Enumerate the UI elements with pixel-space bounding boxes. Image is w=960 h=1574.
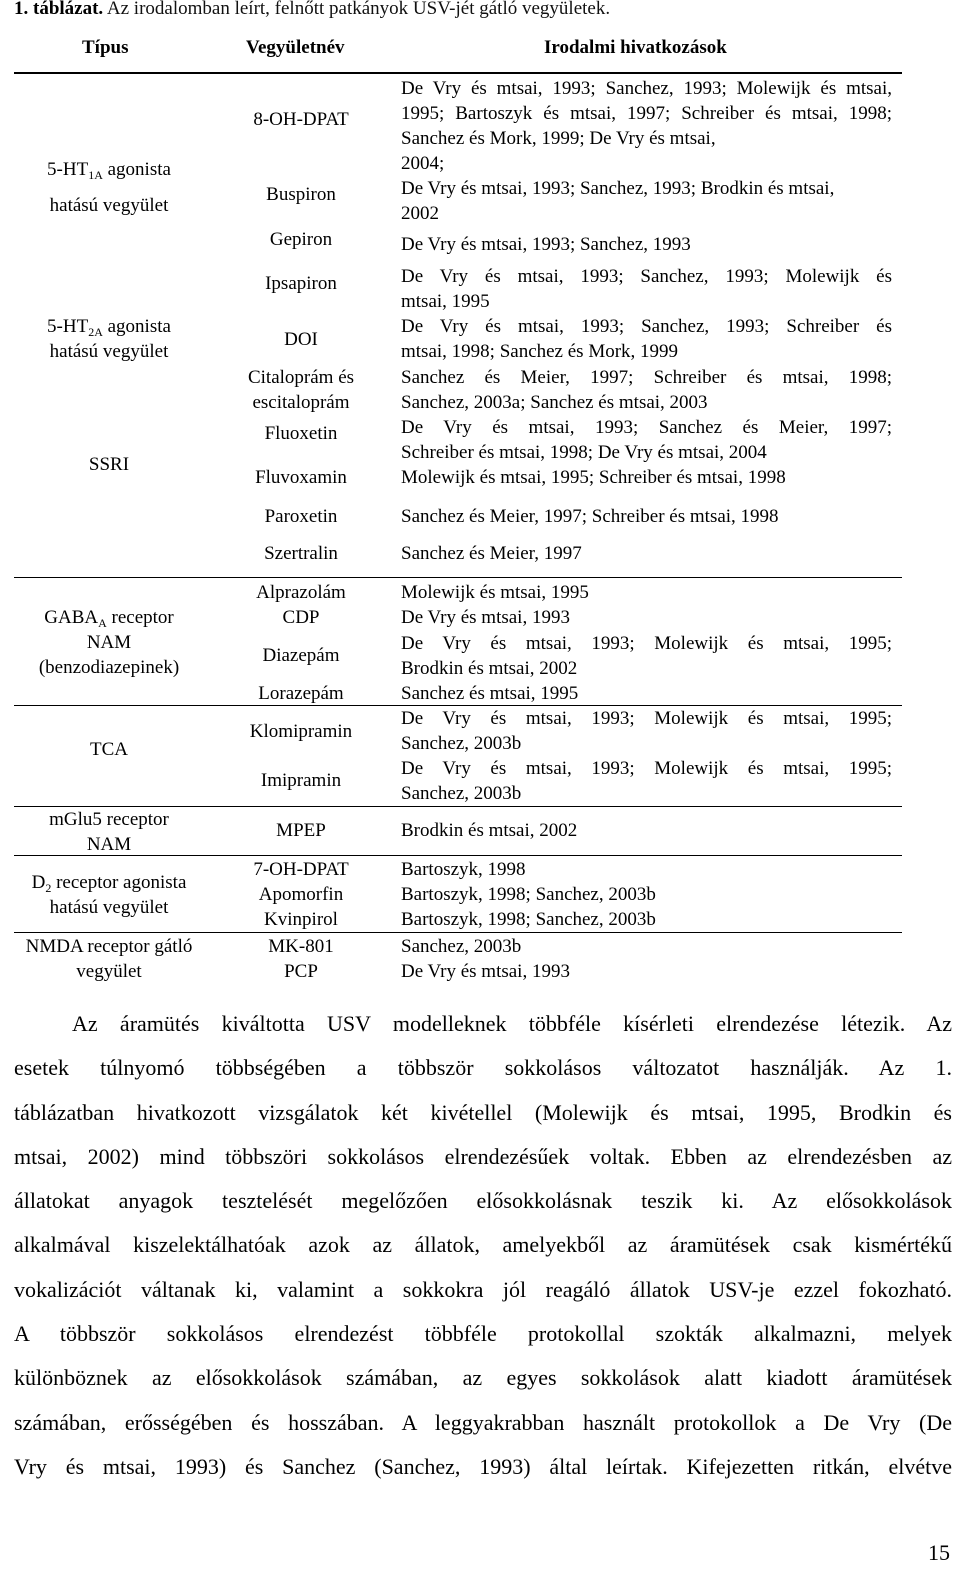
compound-citalopram: Citaloprám és escitaloprám — [247, 367, 355, 413]
ref-diazepam: De Vry és mtsai, 1993; Molewijk és mtsai, 1995; Brodkin és mtsai, 2002 — [401, 633, 892, 679]
ref-citalopram: Sanchez és Meier, 1997; Schreiber és mtsai, 1998; Sanchez, 2003a; Sanchez és mtsai, 2003 — [401, 367, 892, 413]
type-mglu5: mGlu5 receptor NAM — [49, 809, 169, 855]
paragraph-line: vokalizációt váltanak ki, valamint a sokkokra jól reagáló állatok USV-je ezzel fokozható. — [14, 1276, 952, 1302]
compound-diazepam: Diazepám — [262, 645, 340, 666]
ref-szertralin: Sanchez és Meier, 1997 — [401, 543, 582, 564]
ref-mpep: Brodkin és mtsai, 2002 — [401, 820, 578, 841]
caption-label: 1. táblázat. — [14, 0, 104, 19]
body-paragraph — [14, 1002, 952, 1489]
rule-ssri-end — [14, 577, 902, 578]
compound-paroxetin: Paroxetin — [264, 506, 338, 527]
ref-lorazepam: Sanchez és mtsai, 1995 — [401, 683, 579, 704]
compound-klomipramin: Klomipramin — [249, 721, 353, 742]
compound-lorazepam: Lorazepám — [258, 683, 344, 704]
paragraph-line: állatokat anyagok tesztelését megelőzően elősokkolásnak teszik ki. Az elősokkolások — [14, 1188, 952, 1214]
ref-8-oh-dpat: De Vry és mtsai, 1993; Sanchez, 1993; Molewijk és mtsai, 1995; Bartoszyk és mtsai, 1997; Schreiber és mtsai, 1998; Sanchez és Mork, 1999; De Vry és mtsai, 2004; — [401, 78, 892, 174]
paragraph-line: A többször sokkolásos elrendezést többféle protokollal szokták alkalmazni, melyek — [14, 1321, 952, 1347]
ref-mk801: Sanchez, 2003b — [401, 936, 522, 957]
type-tca: TCA — [90, 739, 128, 760]
type-5ht1a: $5-HT_{1A}$ agonista hatású vegyület — [47, 159, 171, 216]
type-ssri: SSRI — [88, 454, 130, 475]
compound-fluoxetin: Fluoxetin — [264, 423, 338, 444]
ref-7-oh-dpat: Bartoszyk, 1998 — [401, 859, 526, 880]
compound-8-oh-dpat: 8-OH-DPAT — [253, 109, 349, 130]
rule-d2-end — [14, 932, 902, 933]
ref-doi: De Vry és mtsai, 1993; Sanchez, 1993; Schreiber és mtsai, 1998; Sanchez és Mork, 1999 — [401, 316, 892, 362]
compound-mk801: MK-801 — [268, 936, 334, 957]
ref-cdp: De Vry és mtsai, 1993 — [401, 607, 570, 628]
type-gaba-a: $GABA_A$ receptor NAM (benzodiazepinek) — [38, 607, 180, 678]
type-d2: $D_2$ receptor agonista hatású vegyület — [31, 872, 187, 918]
compound-kvinpirol: Kvinpirol — [264, 909, 338, 930]
ref-kvinpirol: Bartoszyk, 1998; Sanchez, 2003b — [401, 909, 656, 930]
ref-fluvoxamin: Molewijk és mtsai, 1995; Schreiber és mtsai, 1998 — [401, 467, 786, 488]
table-caption — [14, 0, 610, 20]
paragraph-line: Vry és mtsai, 1993) és Sanchez (Sanchez, 1993) által leírtak. Kifejezetten ritkán, elvétve — [14, 1453, 952, 1479]
ref-fluoxetin: De Vry és mtsai, 1993; Sanchez és Meier, 1997; Schreiber és mtsai, 1998; De Vry és mtsai, 2004 — [401, 417, 892, 463]
compound-cdp: CDP — [282, 607, 320, 628]
compound-ipsapiron: Ipsapiron — [265, 273, 337, 294]
header-type: Típus — [82, 37, 129, 58]
paragraph-line: különböznek az elősokkolások számában, az egyes sokkolások alatt kiadott áramütések — [14, 1365, 952, 1391]
header-references: Irodalmi hivatkozások — [544, 37, 727, 58]
paragraph-line: mtsai, 2002) mind többszöri sokkolásos elrendezésűek voltak. Ebben az elrendezésben az — [14, 1143, 952, 1169]
caption-text: Az irodalomban leírt, felnőtt patkányok USV-jét gátló vegyületek. — [103, 0, 611, 19]
compound-mpep: MPEP — [276, 820, 326, 841]
compound-apomorfin: Apomorfin — [258, 884, 344, 905]
ref-ipsapiron: De Vry és mtsai, 1993; Sanchez, 1993; Molewijk és mtsai, 1995 — [401, 266, 892, 312]
compound-imipramin: Imipramin — [260, 770, 342, 791]
compound-7-oh-dpat: 7-OH-DPAT — [253, 859, 349, 880]
ref-buspiron: De Vry és mtsai, 1993; Sanchez, 1993; Brodkin és mtsai, 2002 — [401, 178, 835, 224]
paragraph-line: számában, erősségében és hosszában. A leggyakrabban használt protokollok a De Vry (De — [14, 1409, 952, 1435]
header-compound: Vegyületnév — [246, 37, 345, 58]
header-rule — [14, 72, 902, 74]
ref-imipramin: De Vry és mtsai, 1993; Molewijk és mtsai, 1995; Sanchez, 2003b — [401, 758, 892, 804]
paragraph-line: alkalmával kiszelektálhatóak azok az állatok, amelyekből az áramütések csak kismértékű — [14, 1232, 952, 1258]
ref-apomorfin: Bartoszyk, 1998; Sanchez, 2003b — [401, 884, 656, 905]
ref-gepiron: De Vry és mtsai, 1993; Sanchez, 1993 — [401, 234, 691, 255]
type-5ht2a: $5-HT_{2A}$ agonista hatású vegyület — [47, 316, 171, 362]
compound-fluvoxamin: Fluvoxamin — [255, 467, 347, 488]
ref-pcp: De Vry és mtsai, 1993 — [401, 961, 570, 982]
ref-alprazolam: Molewijk és mtsai, 1995 — [401, 582, 589, 603]
compound-szertralin: Szertralin — [264, 543, 338, 564]
compound-buspiron: Buspiron — [266, 184, 336, 205]
ref-paroxetin: Sanchez és Meier, 1997; Schreiber és mtsai, 1998 — [401, 506, 779, 527]
paragraph-line: táblázatban hivatkozott vizsgálatok két kivétellel (Molewijk és mtsai, 1995, Brodkin és — [14, 1099, 952, 1125]
page-number: 15 — [928, 1540, 950, 1565]
compound-pcp: PCP — [284, 961, 318, 982]
ref-klomipramin: De Vry és mtsai, 1993; Molewijk és mtsai, 1995; Sanchez, 2003b — [401, 708, 892, 754]
paragraph-line: Az áramütés kiváltotta USV modelleknek többféle kísérleti elrendezése létezik. Az — [72, 1011, 952, 1036]
paragraph-line: esetek túlnyomó többségében a többször sokkolásos változatot használják. Az 1. — [14, 1055, 952, 1081]
compound-doi: DOI — [284, 329, 318, 350]
compound-alprazolam: Alprazolám — [256, 582, 346, 603]
type-nmda: NMDA receptor gátló vegyület — [25, 936, 193, 982]
compound-gepiron: Gepiron — [269, 229, 333, 250]
